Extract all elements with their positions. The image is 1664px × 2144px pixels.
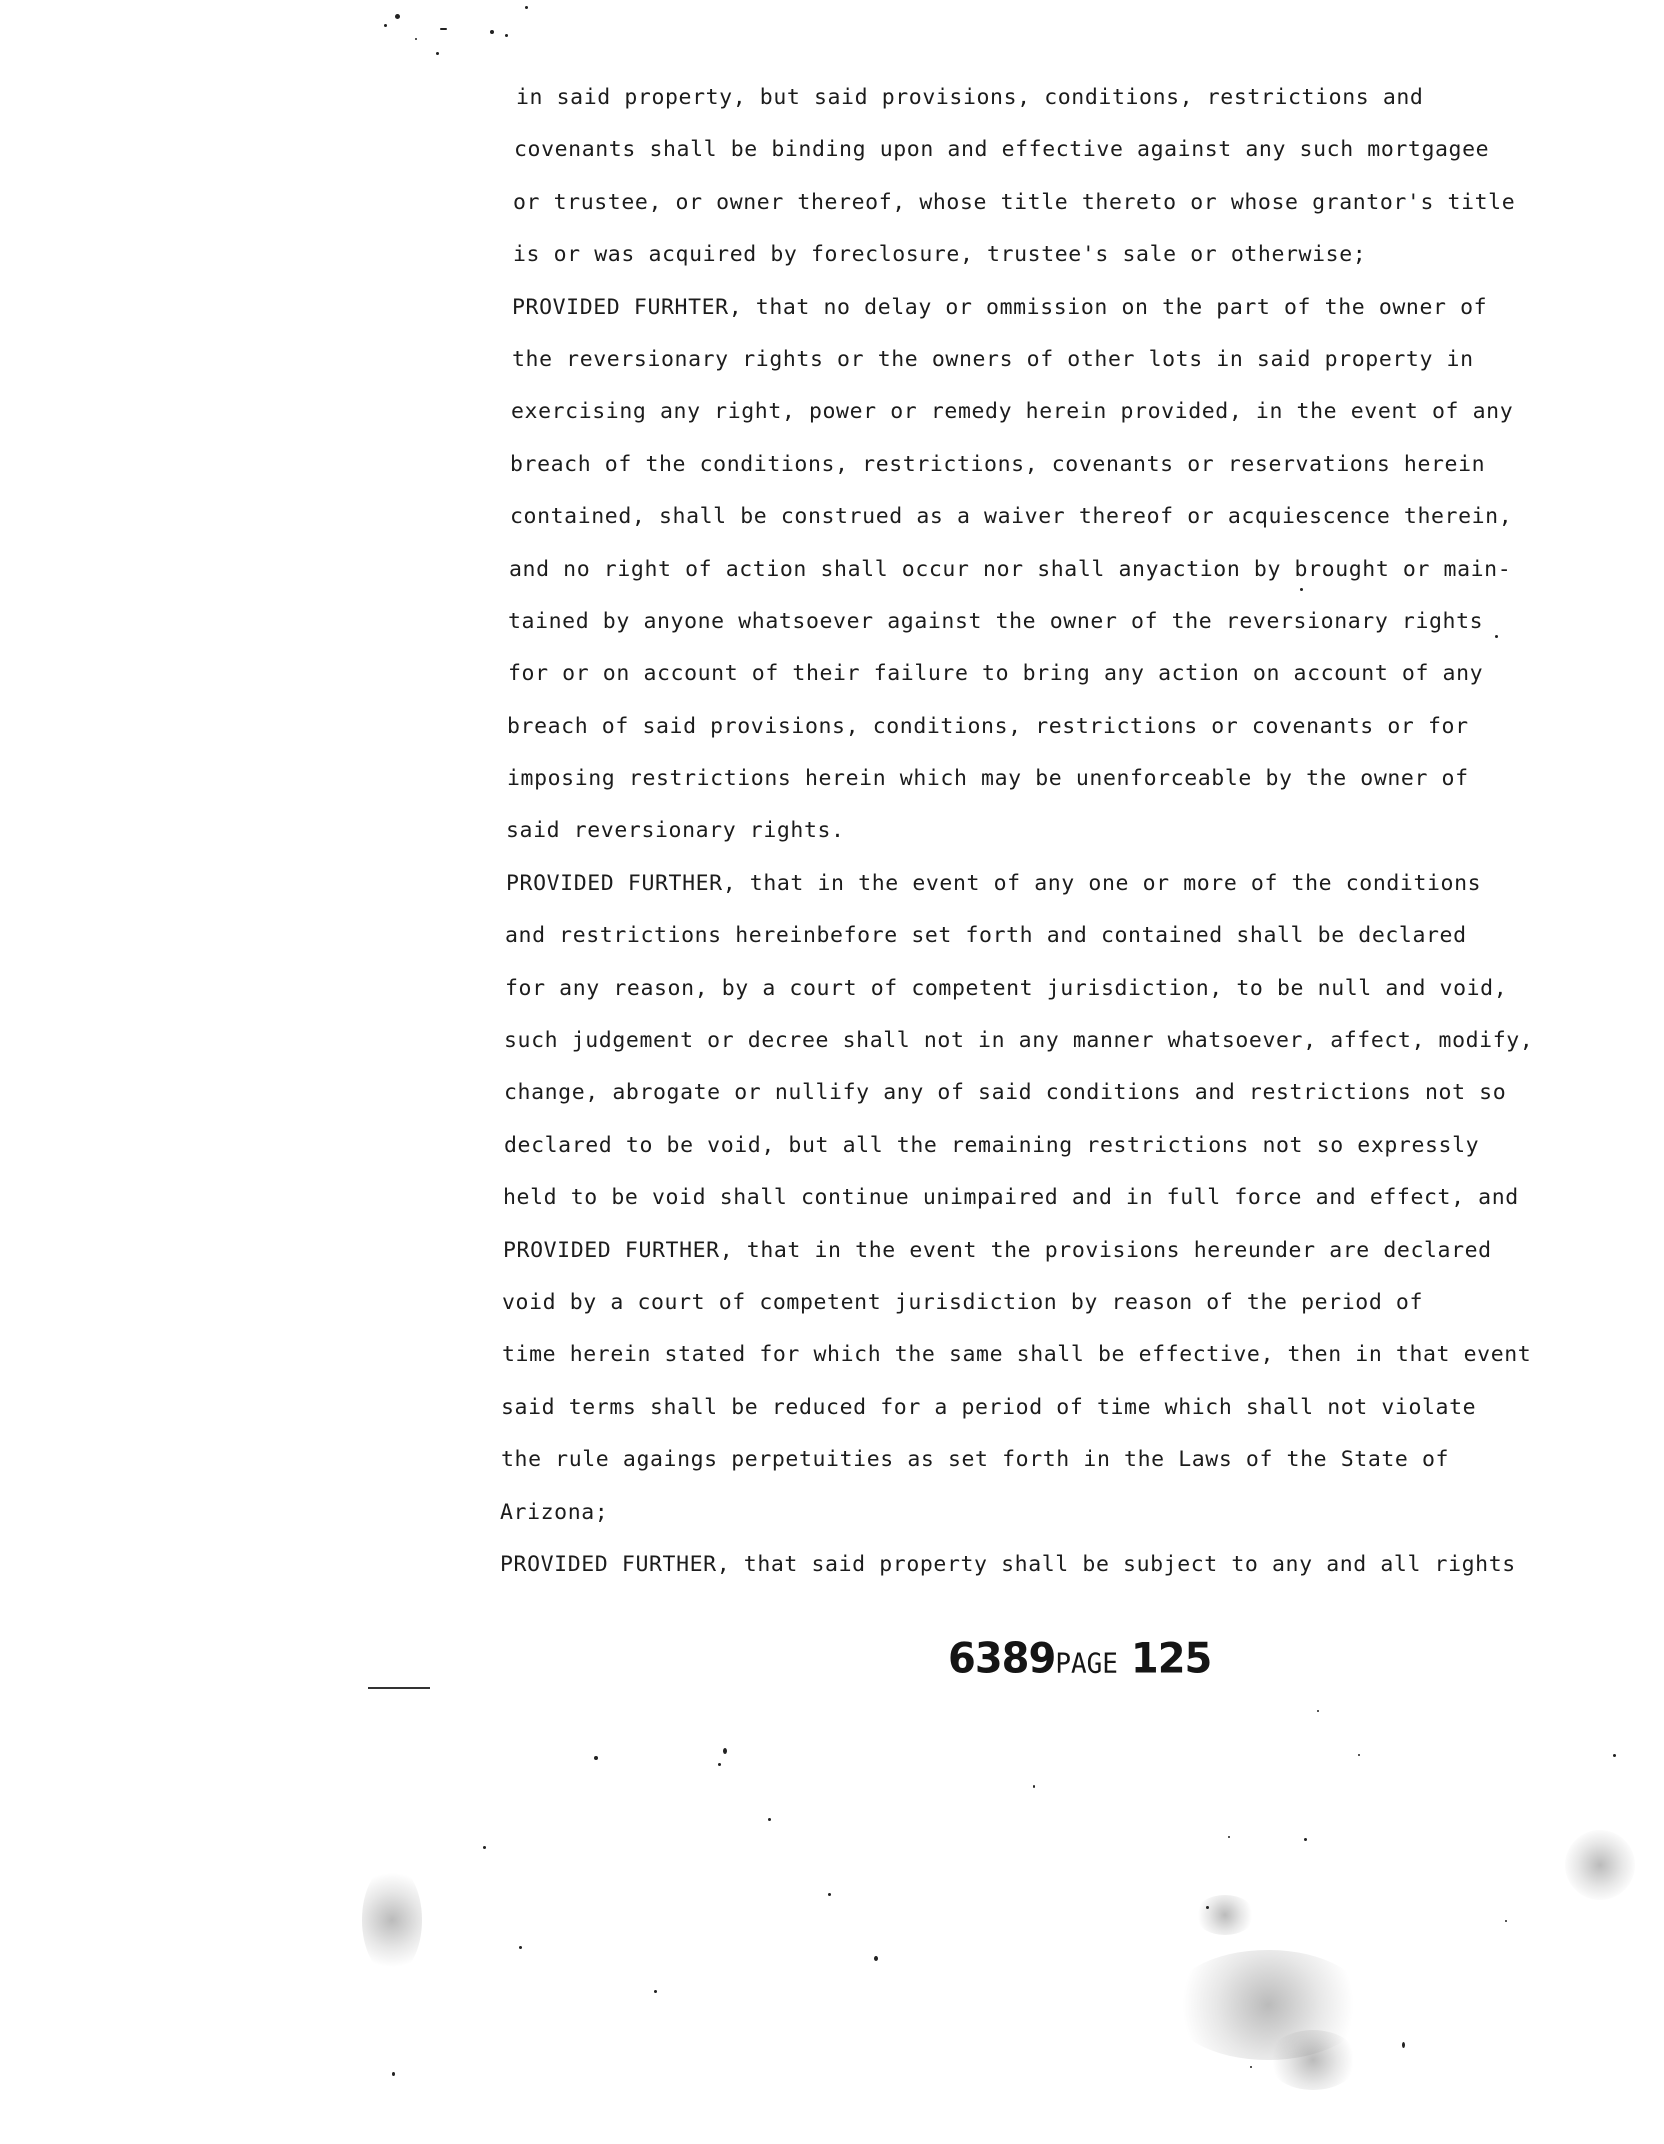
text-line: such judgement or decree shall not in any manner whatsoever, affect, modify, xyxy=(504,1028,1534,1054)
margin-rule xyxy=(368,1687,430,1689)
smudge xyxy=(362,1865,422,1975)
text-line: or trustee, or owner thereof, whose title thereto or whose grantor's title xyxy=(513,189,1516,215)
speck xyxy=(654,1990,657,1993)
speck xyxy=(1505,1920,1507,1922)
speck xyxy=(1300,588,1303,591)
text-line: PROVIDED FURTHER, that said property shall be subject to any and all rights xyxy=(500,1551,1516,1577)
text-line: breach of said provisions, conditions, restrictions or covenants or for xyxy=(507,713,1469,739)
text-line: tained by anyone whatsoever against the owner of the reversionary rights xyxy=(508,608,1484,634)
smudge xyxy=(1195,1895,1255,1935)
text-line: for or on account of their failure to bring any action on account of any xyxy=(508,661,1484,687)
speck xyxy=(718,1763,721,1766)
text-line: contained, shall be construed as a waiver thereof or acquiescence therein, xyxy=(510,504,1513,530)
speck xyxy=(1495,635,1498,638)
text-line: PROVIDED FURHTER, that no delay or ommission on the part of the owner of xyxy=(512,294,1488,320)
stamp-book-number: 6389 xyxy=(948,1634,1056,1684)
speck xyxy=(1613,1754,1616,1757)
speck xyxy=(490,30,494,34)
speck xyxy=(440,28,447,30)
speck xyxy=(874,1956,878,1961)
speck xyxy=(1033,1785,1035,1788)
text-line: PROVIDED FURTHER, that in the event of any one or more of the conditions xyxy=(506,870,1482,896)
speck xyxy=(436,52,439,55)
text-line: PROVIDED FURTHER, that in the event the provisions hereunder are declared xyxy=(503,1237,1492,1263)
speck xyxy=(1304,1838,1307,1841)
document-body xyxy=(500,72,1534,1591)
text-line: said terms shall be reduced for a period of time which shall not violate xyxy=(501,1394,1477,1420)
speck xyxy=(1358,1754,1360,1756)
text-line: Arizona; xyxy=(500,1499,609,1525)
speck xyxy=(525,6,528,9)
speck xyxy=(384,24,387,27)
speck xyxy=(1228,1836,1230,1838)
text-line: and restrictions hereinbefore set forth and contained shall be declared xyxy=(505,923,1467,949)
text-line: the rule agaings perpetuities as set forth in the Laws of the State of xyxy=(501,1447,1450,1473)
speck xyxy=(828,1893,831,1896)
text-line: for any reason, by a court of competent jurisdiction, to be null and void, xyxy=(505,975,1508,1001)
text-line: void by a court of competent jurisdiction by reason of the period of xyxy=(502,1289,1423,1315)
book-page-stamp xyxy=(948,1635,1211,1683)
speck xyxy=(723,1748,727,1754)
speck xyxy=(594,1756,598,1760)
speck xyxy=(519,1946,522,1949)
speck xyxy=(1317,1710,1319,1712)
stamp-page-word: PAGE xyxy=(1055,1648,1118,1680)
speck xyxy=(392,2072,395,2076)
text-line: time herein stated for which the same shall be effective, then in that event xyxy=(502,1342,1532,1368)
text-line: declared to be void, but all the remaining restrictions not so expressly xyxy=(504,1132,1480,1158)
speck xyxy=(395,14,400,19)
text-line: imposing restrictions herein which may be unenforceable by the owner of xyxy=(507,766,1469,792)
text-line: in said property, but said provisions, conditions, restrictions and xyxy=(516,85,1424,110)
text-line: said reversionary rights. xyxy=(506,818,845,844)
speck xyxy=(415,38,417,40)
text-line: breach of the conditions, restrictions, covenants or reservations herein xyxy=(510,451,1486,477)
smudge xyxy=(1268,2030,1358,2090)
smudge xyxy=(1565,1830,1635,1900)
stamp-page-number: 125 xyxy=(1130,1634,1212,1684)
text-line: and no right of action shall occur nor shall anyaction by brought or main- xyxy=(509,556,1512,582)
speck xyxy=(483,1846,486,1849)
speck xyxy=(505,34,508,37)
text-line: change, abrogate or nullify any of said conditions and restrictions not so xyxy=(504,1080,1507,1106)
text-line: exercising any right, power or remedy herein provided, in the event of any xyxy=(511,399,1514,425)
text-line: covenants shall be binding upon and effective against any such mortgagee xyxy=(514,137,1490,163)
text-line: held to be void shall continue unimpaired and in full force and effect, and xyxy=(503,1185,1519,1211)
speck xyxy=(768,1818,771,1821)
text-line: the reversionary rights or the owners of other lots in said property in xyxy=(512,346,1474,372)
speck xyxy=(1250,2066,1252,2068)
speck xyxy=(1402,2042,1405,2048)
text-line: is or was acquired by foreclosure, trustee's sale or otherwise; xyxy=(513,242,1367,268)
